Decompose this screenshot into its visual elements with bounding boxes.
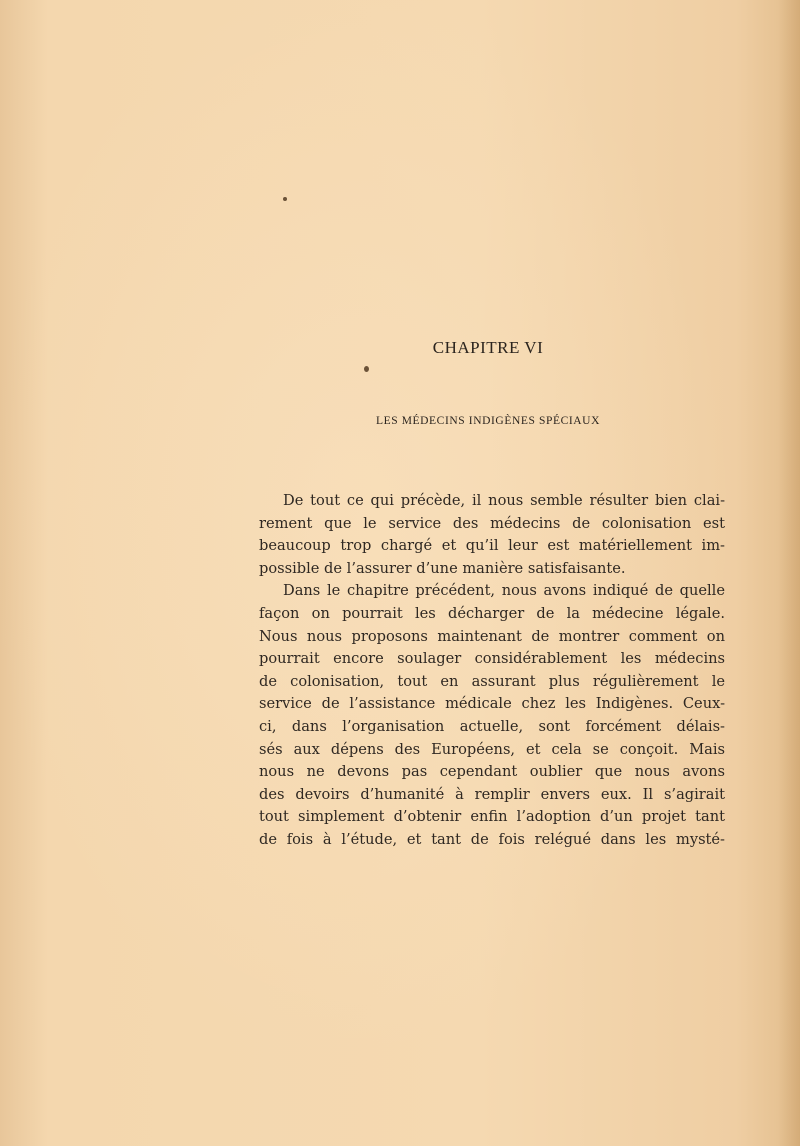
- text-line: rement que le service des médecins de colonisation est: [259, 514, 725, 532]
- text-line: De tout ce qui précède, il nous semble résulter bien clai-: [283, 492, 725, 509]
- text-line: de colonisation, tout en assurant plus régulièrement le: [259, 672, 725, 690]
- text-line: beaucoup trop chargé et qu’il leur est matériellement im-: [259, 537, 725, 555]
- text-line: nous ne devons pas cependant oublier que nous avons: [259, 763, 725, 781]
- text-line: façon on pourrait les décharger de la médecine légale.: [259, 604, 725, 622]
- ink-speck: [283, 197, 287, 201]
- body-text: [259, 490, 725, 852]
- text-line: sés aux dépens des Européens, et cela se conçoit. Mais: [259, 740, 725, 758]
- ink-speck: [364, 366, 369, 372]
- text-line: tout simplement d’obtenir enfin l’adoption d’un projet tant: [259, 808, 725, 826]
- section-title: LES MÉDECINS INDIGÈNES SPÉCIAUX: [375, 415, 600, 427]
- text-line: possible de l’assurer d’une manière satisfaisante.: [259, 559, 626, 577]
- text-line: Nous nous proposons maintenant de montrer comment on: [259, 627, 725, 645]
- text-line: des devoirs d’humanité à remplir envers eux. Il s’agirait: [259, 785, 725, 803]
- text-line: Dans le chapitre précédent, nous avons indiqué de quelle: [283, 582, 725, 600]
- chapter-title: CHAPITRE VI: [432, 338, 544, 357]
- text-line: ci, dans l’organisation actuelle, sont forcément délais-: [259, 717, 725, 735]
- text-line: service de l’assistance médicale chez les Indigènes. Ceux-: [259, 695, 725, 713]
- text-line: de fois à l’étude, et tant de fois relégué dans les mysté-: [259, 830, 725, 848]
- text-line: pourrait encore soulager considérablement les médecins: [259, 650, 725, 668]
